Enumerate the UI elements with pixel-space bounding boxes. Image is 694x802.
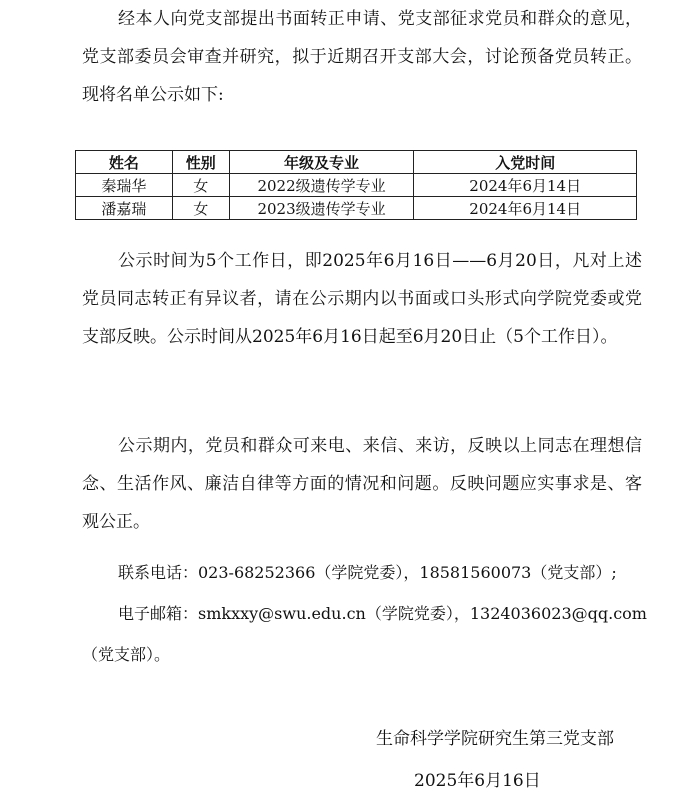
signature-organization: 生命科学学院研究生第三党支部 [376, 729, 614, 749]
cell-grade-major: 2023级遗传学专业 [229, 197, 414, 220]
contact-email-tail: （党支部）。 [82, 645, 171, 664]
signature-date: 2025年6月16日 [414, 771, 541, 791]
contact-email: 电子邮箱：smkxxy@swu.edu.cn（学院党委），1324036023@qq.com [118, 604, 647, 623]
table-header-row [76, 151, 637, 174]
cell-grade-major: 2022级遗传学专业 [229, 174, 414, 197]
cell-join-date: 2024年6月14日 [414, 174, 637, 197]
header-join-date: 入党时间 [414, 151, 637, 174]
candidate-table [75, 150, 637, 220]
table-row [76, 174, 637, 197]
header-name: 姓名 [76, 151, 173, 174]
cell-gender: 女 [172, 174, 229, 197]
contact-phone: 联系电话：023-68252366（学院党委），18581560073（党支部）; [118, 563, 617, 582]
header-grade-major: 年级及专业 [229, 151, 414, 174]
cell-gender: 女 [172, 197, 229, 220]
feedback-paragraph: 公示期内，党员和群众可来电、来信、来访，反映以上同志在理想信念、生活作风、廉洁自律等方面的情况和问题。反映问题应实事求是、客观公正。 [82, 436, 642, 532]
cell-join-date: 2024年6月14日 [414, 197, 637, 220]
notice-period-paragraph: 公示时间为5个工作日，即2025年6月16日——6月20日，凡对上述党员同志转正有异议者，请在公示期内以书面或口头形式向学院党委或党支部反映。公示时间从2025年6月16日起至6月20日止（5个工作日）。 [82, 251, 642, 347]
intro-paragraph: 经本人向党支部提出书面转正申请、党支部征求党员和群众的意见，党支部委员会审查并研究，拟于近期召开支部大会，讨论预备党员转正。现将名单公示如下: [82, 9, 642, 105]
cell-name: 潘嘉瑞 [76, 197, 173, 220]
table-row [76, 197, 637, 220]
cell-name: 秦瑞华 [76, 174, 173, 197]
header-gender: 性别 [172, 151, 229, 174]
